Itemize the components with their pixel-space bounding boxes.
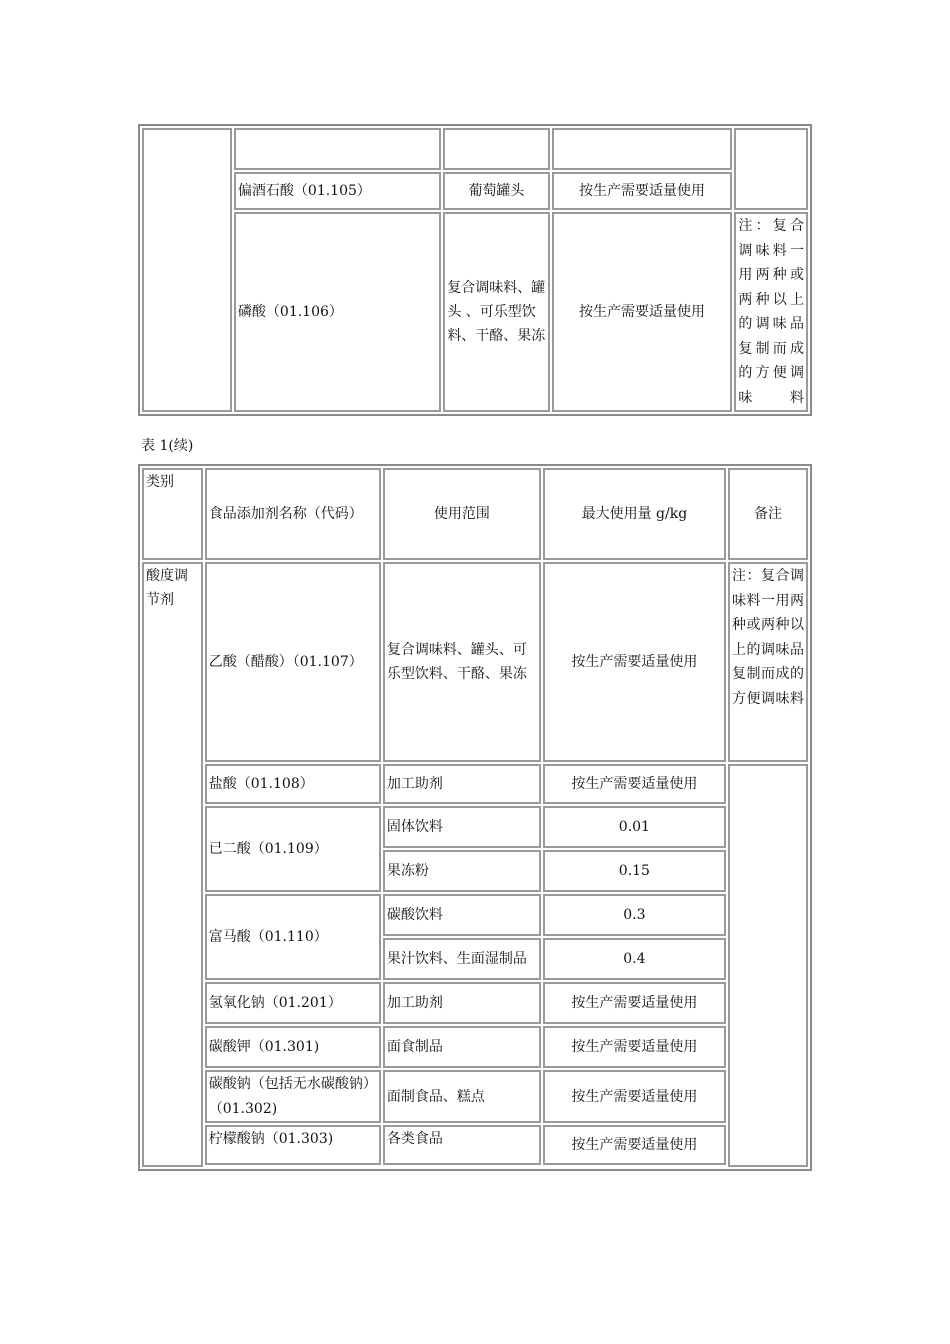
amount-cell: 0.01 xyxy=(543,806,726,848)
amount-cell: 按生产需要适量使用 xyxy=(543,1070,726,1123)
remark-cell xyxy=(728,764,808,1167)
amount-cell: 按生产需要适量使用 xyxy=(543,982,726,1024)
header-scope: 使用范围 xyxy=(383,468,541,560)
scope-cell: 果汁饮料、生面湿制品 xyxy=(383,938,541,980)
scope-cell: 复合调味料、罐头、可乐型饮料、干酪、果冻 xyxy=(383,562,541,762)
additive-table-main xyxy=(138,464,812,1171)
scope-cell: 加工助剂 xyxy=(383,764,541,804)
category-cell-top xyxy=(142,128,232,412)
name-cell: 富马酸（01.110） xyxy=(205,894,381,980)
category-cell: 酸度调节剂 xyxy=(142,562,203,1167)
remark-note: 注：复合调味料一用两种或两种以上的调味品复制而成的方便调味料 xyxy=(728,562,808,762)
name-cell: 磷酸（01.106） xyxy=(234,212,441,412)
scope-cell xyxy=(443,128,549,170)
name-cell: 柠檬酸钠（01.303) xyxy=(205,1125,381,1165)
amount-cell: 按生产需要适量使用 xyxy=(543,1125,726,1165)
amount-cell: 按生产需要适量使用 xyxy=(552,172,733,210)
scope-cell: 碳酸饮料 xyxy=(383,894,541,936)
name-cell: 碳酸钾（01.301) xyxy=(205,1026,381,1068)
scope-cell: 面食制品 xyxy=(383,1026,541,1068)
scope-cell: 果冻粉 xyxy=(383,850,541,892)
header-remark: 备注 xyxy=(728,468,808,560)
scope-cell: 各类食品 xyxy=(383,1125,541,1165)
name-cell xyxy=(234,128,441,170)
scope-cell: 加工助剂 xyxy=(383,982,541,1024)
scope-cell: 固体饮料 xyxy=(383,806,541,848)
header-amount: 最大使用量 g/kg xyxy=(543,468,726,560)
amount-cell: 按生产需要适量使用 xyxy=(543,764,726,804)
name-cell: 碳酸钠（包括无水碳酸钠）（01.302) xyxy=(205,1070,381,1123)
amount-cell: 按生产需要适量使用 xyxy=(543,562,726,762)
name-cell: 盐酸（01.108） xyxy=(205,764,381,804)
header-category: 类别 xyxy=(142,468,203,560)
additive-table-top xyxy=(138,124,812,416)
remark-note: 注：复合调味料一用两种或两种以上的调味品复制而成的方便调味料 xyxy=(734,212,808,412)
amount-cell: 0.3 xyxy=(543,894,726,936)
amount-cell: 按生产需要适量使用 xyxy=(552,212,733,412)
amount-cell: 按生产需要适量使用 xyxy=(543,1026,726,1068)
name-cell: 乙酸（醋酸）（01.107） xyxy=(205,562,381,762)
scope-cell: 复合调味料、罐头 、可乐型饮料、干酪、果冻 xyxy=(443,212,549,412)
scope-cell: 葡萄罐头 xyxy=(443,172,549,210)
amount-cell: 0.4 xyxy=(543,938,726,980)
header-name: 食品添加剂名称（代码） xyxy=(205,468,381,560)
scope-cell: 面制食品、糕点 xyxy=(383,1070,541,1123)
name-cell: 已二酸（01.109） xyxy=(205,806,381,892)
amount-cell: 0.15 xyxy=(543,850,726,892)
amount-cell xyxy=(552,128,733,170)
remark-cell xyxy=(734,128,808,210)
table-caption: 表 1(续) xyxy=(141,438,194,454)
name-cell: 氢氧化钠（01.201） xyxy=(205,982,381,1024)
name-cell: 偏酒石酸（01.105） xyxy=(234,172,441,210)
